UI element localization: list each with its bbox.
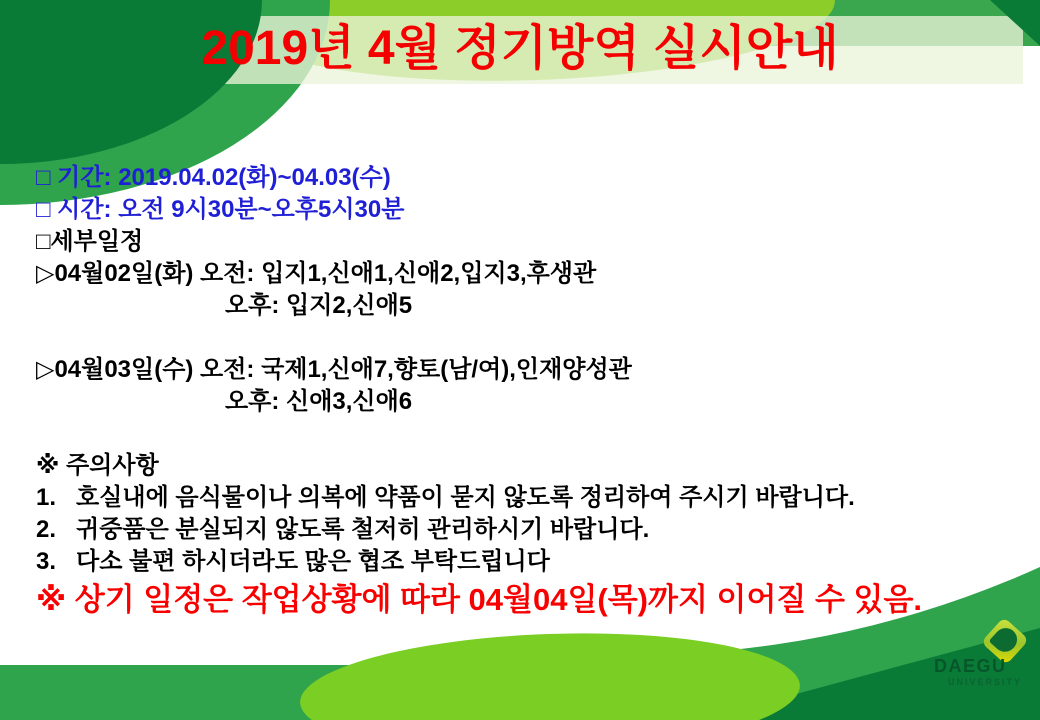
daegu-logo-inner-shape	[989, 623, 1022, 656]
slide-body	[36, 162, 1026, 618]
day1-afternoon-line: 오후: 입지2,신애5	[225, 292, 413, 319]
slide-title: 2019년 4월 정기방역 실시안내	[201, 22, 839, 75]
day2-afternoon-line: 오후: 신애3,신애6	[225, 388, 413, 415]
notice-item-2: 2. 귀중품은 분실되지 않도록 철저히 관리하시기 바랍니다.	[36, 516, 650, 543]
notice-item-3: 3. 다소 불편 하시더라도 많은 협조 부탁드립니다	[36, 548, 550, 575]
notice-item-1: 1. 호실내에 음식물이나 의복에 약품이 묻지 않도록 정리하여 주시기 바랍니다.	[36, 484, 855, 511]
daegu-logo-subtitle: UNIVERSITY	[948, 677, 1023, 687]
time-line: □ 시간: 오전 9시30분~오후5시30분	[36, 196, 405, 223]
day2-morning-line: ▷04월03일(수) 오전: 국제1,신애7,향토(남/여),인재양성관	[36, 356, 632, 383]
daegu-logo-wordmark: DAEGU	[934, 656, 1007, 676]
period-line: □ 기간: 2019.04.02(화)~04.03(수)	[36, 164, 391, 191]
day1-morning-line: ▷04월02일(화) 오전: 입지1,신애1,신애2,입지3,후생관	[36, 260, 597, 287]
notice-heading: ※ 주의사항	[36, 452, 159, 479]
footnote-line: ※ 상기 일정은 작업상황에 따라 04월04일(목)까지 이어질 수 있음.	[36, 582, 923, 617]
schedule-heading: □세부일정	[36, 228, 144, 255]
